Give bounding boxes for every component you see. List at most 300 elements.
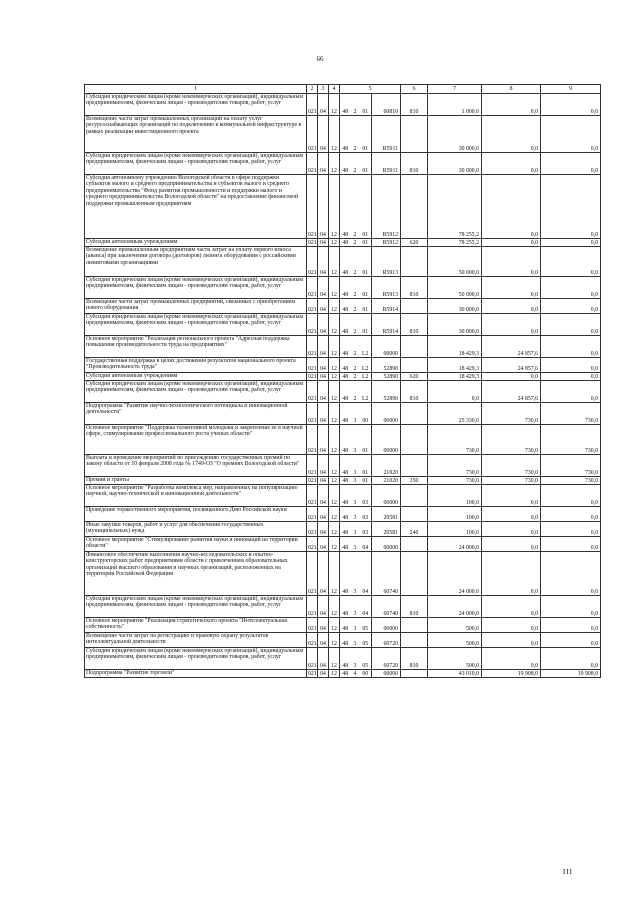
cell-c7: 18 429,3 [428, 373, 482, 381]
cell-a: 48 [340, 403, 351, 425]
cell-c6 [401, 336, 428, 358]
table-row [85, 403, 601, 425]
cell-c3: 04 [318, 373, 329, 381]
cell-a: 48 [340, 477, 351, 485]
cell-c4: 12 [329, 455, 340, 477]
cell-c9: 0,0 [541, 618, 601, 633]
cell-dd: 60720 [372, 648, 401, 670]
cell-dd: 60810 [372, 94, 401, 116]
cell-c8: 0,0 [482, 522, 541, 537]
cell-dd: 52890 [372, 373, 401, 381]
cell-cc: 01 [360, 477, 372, 485]
cell-c2: 021 [307, 299, 318, 314]
cell-dd: R5912 [372, 239, 401, 247]
table-row [85, 552, 601, 596]
cell-c2: 021 [307, 648, 318, 670]
table-row [85, 618, 601, 633]
table-row [85, 358, 601, 373]
table-body [85, 94, 601, 678]
cell-c8: 730,0 [482, 477, 541, 485]
cell-b: 2 [351, 336, 360, 358]
row-description: Государственная поддержка в целях достижения результатов национального проекта "Производительность труда" [85, 358, 307, 373]
cell-dd: 60740 [372, 552, 401, 596]
cell-c3: 04 [318, 633, 329, 648]
cell-c8: 24 857,6 [482, 358, 541, 373]
cell-c8: 0,0 [482, 618, 541, 633]
cell-a: 48 [340, 596, 351, 618]
cell-c9: 0,0 [541, 94, 601, 116]
cell-c8: 0,0 [482, 373, 541, 381]
cell-c4: 12 [329, 485, 340, 507]
table-row [85, 596, 601, 618]
cell-b: 2 [351, 175, 360, 239]
cell-c8: 19 908,0 [482, 670, 541, 678]
cell-cc: 03 [360, 522, 372, 537]
cell-dd: 52890 [372, 358, 401, 373]
cell-a: 48 [340, 299, 351, 314]
cell-c3: 04 [318, 537, 329, 552]
cell-cc: L2 [360, 381, 372, 403]
table-row [85, 648, 601, 670]
table-row [85, 485, 601, 507]
cell-dd: R5914 [372, 299, 401, 314]
row-description: Премии и гранты [85, 477, 307, 485]
cell-c9: 0,0 [541, 537, 601, 552]
cell-b: 2 [351, 299, 360, 314]
col-header-5: 5 [340, 85, 401, 94]
cell-c2: 021 [307, 314, 318, 336]
cell-cc: 01 [360, 153, 372, 175]
cell-c2: 021 [307, 336, 318, 358]
cell-cc: 01 [360, 175, 372, 239]
cell-dd: 20581 [372, 507, 401, 522]
cell-c8: 730,0 [482, 403, 541, 425]
cell-b: 3 [351, 618, 360, 633]
cell-c8: 0,0 [482, 239, 541, 247]
cell-b: 3 [351, 425, 360, 455]
row-description: Выплата и проведение мероприятий по присуждению государственных премий по закону области от 10 февраля 2008 года № 1749-ОЗ "О премиях Вологодской области" [85, 455, 307, 477]
cell-c3: 04 [318, 618, 329, 633]
cell-cc: 01 [360, 277, 372, 299]
cell-c8: 0,0 [482, 299, 541, 314]
col-header-6: 6 [401, 85, 428, 94]
cell-a: 48 [340, 175, 351, 239]
row-description: Субсидия автономному учреждению Вологодской области в сфере поддержки субъектов малого и среднего предпринимательства и субъектов малого и среднего предпринимательства "Фонд развития промышленности и поддержки малого и среднего предпринимательства Вологодской области" на предоставление финансовой поддержки промышленным предприятиям [85, 175, 307, 239]
cell-b: 3 [351, 522, 360, 537]
cell-c7: 78 255,2 [428, 239, 482, 247]
cell-c2: 021 [307, 596, 318, 618]
cell-c7: 50 000,0 [428, 247, 482, 277]
cell-c9: 0,0 [541, 507, 601, 522]
cell-cc: 01 [360, 239, 372, 247]
cell-c4: 12 [329, 507, 340, 522]
cell-c9: 730,0 [541, 477, 601, 485]
table-row [85, 116, 601, 153]
row-description: Субсидии юридическим лицам (кроме некоммерческих организаций), индивидуальным предпринимателям, физическим лицам - производителям товаров, работ, услуг [85, 314, 307, 336]
cell-c2: 021 [307, 618, 318, 633]
cell-c3: 04 [318, 477, 329, 485]
cell-c8: 0,0 [482, 507, 541, 522]
cell-c6: 350 [401, 477, 428, 485]
row-description: Субсидии юридическим лицам (кроме некоммерческих организаций), индивидуальным предпринимателям, физическим лицам - производителям товаров, работ, услуг [85, 277, 307, 299]
cell-c9: 0,0 [541, 633, 601, 648]
cell-c7: 18 429,3 [428, 336, 482, 358]
cell-c7: 0,0 [428, 381, 482, 403]
cell-cc: 01 [360, 94, 372, 116]
cell-c7: 18 429,3 [428, 358, 482, 373]
table-row [85, 175, 601, 239]
cell-c6 [401, 485, 428, 507]
cell-c8: 730,0 [482, 455, 541, 477]
row-description: Основное мероприятие "Реализация стратегического проекта "Интеллектуальная собственность" [85, 618, 307, 633]
row-description: Субсидии автономным учреждениям [85, 239, 307, 247]
table-row [85, 455, 601, 477]
cell-c3: 04 [318, 648, 329, 670]
cell-c8: 0,0 [482, 537, 541, 552]
cell-c2: 021 [307, 94, 318, 116]
cell-dd: R5914 [372, 314, 401, 336]
header-row [85, 85, 601, 94]
cell-c2: 021 [307, 485, 318, 507]
cell-c4: 12 [329, 247, 340, 277]
cell-dd: 21020 [372, 477, 401, 485]
cell-c9: 0,0 [541, 239, 601, 247]
row-description: Основное мероприятие "Поддержка талантливой молодежи и закрепление ее в научной сфере, стимулирование профессионального роста ученых области" [85, 425, 307, 455]
cell-c2: 021 [307, 537, 318, 552]
cell-c2: 021 [307, 277, 318, 299]
row-description: Проведение торжественного мероприятия, посвященного Дню Российской науки [85, 507, 307, 522]
cell-b: 2 [351, 247, 360, 277]
cell-cc: 04 [360, 537, 372, 552]
cell-a: 48 [340, 277, 351, 299]
cell-c6 [401, 403, 428, 425]
cell-a: 48 [340, 455, 351, 477]
cell-cc: 01 [360, 425, 372, 455]
cell-c8: 0,0 [482, 552, 541, 596]
cell-dd: 00000 [372, 618, 401, 633]
row-description: Субсидии юридическим лицам (кроме некоммерческих организаций), индивидуальным предпринимателям, физическим лицам - производителям товаров, работ, услуг [85, 648, 307, 670]
cell-a: 48 [340, 239, 351, 247]
table-row [85, 247, 601, 277]
col-header-1: 1 [85, 85, 307, 94]
cell-b: 2 [351, 239, 360, 247]
cell-c7: 500,0 [428, 618, 482, 633]
col-header-7: 7 [428, 85, 482, 94]
cell-c3: 04 [318, 552, 329, 596]
cell-c3: 04 [318, 455, 329, 477]
cell-c7: 1 000,0 [428, 94, 482, 116]
table-row [85, 373, 601, 381]
cell-c6 [401, 116, 428, 153]
cell-c7: 730,0 [428, 425, 482, 455]
cell-c7: 500,0 [428, 648, 482, 670]
cell-c6: 810 [401, 596, 428, 618]
cell-c4: 12 [329, 618, 340, 633]
col-header-8: 8 [482, 85, 541, 94]
cell-c8: 0,0 [482, 153, 541, 175]
cell-a: 48 [340, 522, 351, 537]
table-row [85, 153, 601, 175]
cell-c4: 12 [329, 425, 340, 455]
cell-c9: 730,0 [541, 425, 601, 455]
cell-c2: 021 [307, 425, 318, 455]
cell-c3: 04 [318, 94, 329, 116]
table-row [85, 507, 601, 522]
cell-c6: 810 [401, 153, 428, 175]
cell-c4: 12 [329, 403, 340, 425]
cell-c8: 24 857,6 [482, 381, 541, 403]
cell-b: 3 [351, 648, 360, 670]
cell-c7: 24 000,0 [428, 552, 482, 596]
table-row [85, 336, 601, 358]
cell-c8: 0,0 [482, 314, 541, 336]
budget-table [84, 84, 601, 678]
col-header-3: 3 [318, 85, 329, 94]
cell-b: 2 [351, 277, 360, 299]
row-description: Субсидии юридическим лицам (кроме некоммерческих организаций), индивидуальным предпринимателям, физическим лицам - производителям товаров, работ, услуг [85, 381, 307, 403]
cell-dd: 60740 [372, 596, 401, 618]
cell-b: 3 [351, 596, 360, 618]
cell-cc: L2 [360, 358, 372, 373]
cell-c9: 0,0 [541, 299, 601, 314]
cell-c3: 04 [318, 299, 329, 314]
cell-cc: 01 [360, 247, 372, 277]
cell-c3: 04 [318, 381, 329, 403]
cell-c3: 04 [318, 522, 329, 537]
cell-c7: 25 330,0 [428, 403, 482, 425]
cell-c3: 04 [318, 175, 329, 239]
cell-c7: 100,0 [428, 522, 482, 537]
cell-dd: 00000 [372, 485, 401, 507]
cell-c9: 0,0 [541, 277, 601, 299]
cell-dd: R5912 [372, 175, 401, 239]
cell-c8: 0,0 [482, 648, 541, 670]
cell-c3: 04 [318, 314, 329, 336]
cell-c2: 021 [307, 552, 318, 596]
cell-c9: 0,0 [541, 381, 601, 403]
cell-c7: 500,0 [428, 633, 482, 648]
cell-b: 2 [351, 116, 360, 153]
row-description: Иные закупки товаров, работ и услуг для обеспечения государственных (муниципальных) нужд [85, 522, 307, 537]
cell-a: 48 [340, 425, 351, 455]
cell-cc: 04 [360, 596, 372, 618]
cell-c6 [401, 425, 428, 455]
cell-c4: 12 [329, 477, 340, 485]
col-header-4: 4 [329, 85, 340, 94]
cell-c6: 620 [401, 373, 428, 381]
cell-a: 48 [340, 116, 351, 153]
cell-a: 48 [340, 552, 351, 596]
cell-c6: 620 [401, 239, 428, 247]
cell-c9: 0,0 [541, 522, 601, 537]
cell-c6 [401, 507, 428, 522]
cell-c7: 24 000,0 [428, 537, 482, 552]
cell-c4: 12 [329, 94, 340, 116]
cell-c2: 021 [307, 633, 318, 648]
cell-c2: 021 [308, 373, 317, 380]
row-description: Возмещение части затрат на регистрацию и правовую охрану результатов интеллектуальной деятельности [85, 633, 307, 648]
cell-c6 [401, 175, 428, 239]
cell-dd: 60720 [372, 633, 401, 648]
cell-c3: 04 [318, 239, 329, 247]
cell-dd: 21020 [372, 455, 401, 477]
table-row [85, 477, 601, 485]
table-row [85, 425, 601, 455]
table-row [85, 277, 601, 299]
cell-b: 2 [351, 314, 360, 336]
row-description: Субсидии автономным учреждениям [85, 373, 307, 381]
col-header-9: 9 [541, 85, 601, 94]
cell-c9: 0,0 [541, 485, 601, 507]
cell-c6 [401, 552, 428, 596]
table-row [85, 239, 601, 247]
cell-c3: 04 [318, 247, 329, 277]
cell-c8: 0,0 [482, 596, 541, 618]
cell-dd: 00000 [372, 537, 401, 552]
row-description: Субсидии юридическим лицам (кроме некоммерческих организаций), индивидуальным предпринимателям, физическим лицам - производителям товаров, работ, услуг [85, 94, 307, 116]
cell-c2: 021 [307, 507, 318, 522]
cell-c4: 12 [329, 153, 340, 175]
cell-cc: 05 [360, 648, 372, 670]
cell-b: 2 [351, 94, 360, 116]
cell-a: 48 [340, 358, 351, 373]
cell-c3: 04 [318, 277, 329, 299]
cell-c6 [401, 537, 428, 552]
table-row [85, 522, 601, 537]
cell-c8: 24 857,6 [482, 336, 541, 358]
cell-c4: 12 [329, 633, 340, 648]
cell-a: 48 [340, 648, 351, 670]
cell-c9: 0,0 [541, 153, 601, 175]
cell-c2: 021 [307, 153, 318, 175]
cell-c9: 0,0 [541, 336, 601, 358]
cell-c4: 12 [329, 670, 340, 678]
cell-c6 [401, 633, 428, 648]
cell-c6 [401, 670, 428, 678]
cell-c9: 730,0 [541, 455, 601, 477]
cell-b: 3 [351, 485, 360, 507]
cell-c3: 04 [318, 336, 329, 358]
table-row [85, 381, 601, 403]
table-row [85, 670, 601, 678]
cell-cc: 01 [360, 455, 372, 477]
cell-c7: 730,0 [428, 477, 482, 485]
cell-c6 [401, 618, 428, 633]
cell-c4: 12 [329, 373, 340, 381]
cell-c6: 810 [401, 381, 428, 403]
cell-c7: 730,0 [428, 455, 482, 477]
cell-c2: 021 [308, 477, 317, 484]
cell-a: 48 [340, 153, 351, 175]
cell-c4: 12 [329, 648, 340, 670]
cell-c2: 021 [307, 381, 318, 403]
cell-dd: 00000 [372, 670, 401, 678]
row-description: Финансовое обеспечение выполнения научно-исследовательских и опытно-конструкторских работ предприятиями области с привлечением образовательных организаций высшего образования и научных организаций, расположенных на территории Российской Федерации [85, 552, 307, 596]
cell-cc: 00 [360, 670, 372, 678]
footer-mark: III [563, 868, 573, 876]
cell-c2: 021 [307, 358, 318, 373]
row-description: Субсидии юридическим лицам (кроме некоммерческих организаций), индивидуальным предпринимателям, физическим лицам - производителям товаров, работ, услуг [85, 153, 307, 175]
cell-c9: 0,0 [541, 596, 601, 618]
cell-c7: 24 000,0 [428, 596, 482, 618]
cell-a: 48 [340, 537, 351, 552]
cell-c3: 04 [318, 596, 329, 618]
cell-c9: 0,0 [541, 552, 601, 596]
cell-c3: 04 [318, 425, 329, 455]
cell-c6: 810 [401, 314, 428, 336]
cell-b: 2 [351, 153, 360, 175]
cell-b: 3 [351, 552, 360, 596]
cell-c9: 0,0 [541, 648, 601, 670]
cell-c4: 12 [329, 336, 340, 358]
cell-c9: 19 908,0 [541, 670, 601, 678]
cell-cc: L2 [360, 373, 372, 381]
cell-dd: R5911 [372, 153, 401, 175]
cell-c4: 12 [329, 277, 340, 299]
cell-c3: 04 [318, 670, 329, 678]
cell-c8: 0,0 [482, 277, 541, 299]
cell-c6: 810 [401, 648, 428, 670]
cell-c4: 12 [329, 381, 340, 403]
cell-c2: 021 [308, 670, 317, 677]
cell-cc: 03 [360, 485, 372, 507]
cell-c8: 0,0 [482, 485, 541, 507]
cell-b: 3 [351, 633, 360, 648]
cell-c8: 0,0 [482, 633, 541, 648]
cell-dd: R5911 [372, 116, 401, 153]
cell-c4: 12 [329, 116, 340, 153]
cell-c3: 04 [318, 507, 329, 522]
col-header-2: 2 [307, 85, 318, 94]
cell-c3: 04 [318, 403, 329, 425]
cell-a: 48 [340, 381, 351, 403]
cell-dd: R5913 [372, 277, 401, 299]
cell-c7: 100,0 [428, 507, 482, 522]
cell-c2: 021 [307, 116, 318, 153]
cell-c4: 12 [329, 522, 340, 537]
cell-a: 48 [340, 507, 351, 522]
cell-c9: 0,0 [541, 247, 601, 277]
cell-c9: 0,0 [541, 116, 601, 153]
cell-c6: 810 [401, 94, 428, 116]
row-description: Основное мероприятие "Стимулирование развития науки и инноваций на территории области" [85, 537, 307, 552]
row-description: Субсидии юридическим лицам (кроме некоммерческих организаций), индивидуальным предпринимателям, физическим лицам - производителям товаров, работ, услуг [85, 596, 307, 618]
cell-a: 48 [340, 633, 351, 648]
cell-c8: 0,0 [482, 247, 541, 277]
cell-b: 3 [351, 455, 360, 477]
cell-a: 48 [340, 618, 351, 633]
cell-c6: 810 [401, 277, 428, 299]
cell-c9: 0,0 [541, 314, 601, 336]
cell-b: 3 [351, 537, 360, 552]
cell-c9: 0,0 [541, 358, 601, 373]
cell-c8: 0,0 [482, 116, 541, 153]
cell-c9: 730,0 [541, 403, 601, 425]
cell-b: 3 [351, 403, 360, 425]
table-row [85, 94, 601, 116]
cell-c9: 0,0 [541, 373, 601, 381]
row-description: Основное мероприятие "Реализация регионального проекта "Адресная поддержка повышения производительности труда на предприятиях" [85, 336, 307, 358]
cell-c4: 12 [329, 537, 340, 552]
cell-cc: 01 [360, 116, 372, 153]
cell-b: 2 [351, 373, 360, 381]
cell-cc: 04 [360, 552, 372, 596]
cell-a: 48 [340, 247, 351, 277]
cell-c8: 0,0 [482, 175, 541, 239]
cell-dd: 00000 [372, 336, 401, 358]
cell-c7: 78 255,2 [428, 175, 482, 239]
cell-c4: 12 [329, 314, 340, 336]
